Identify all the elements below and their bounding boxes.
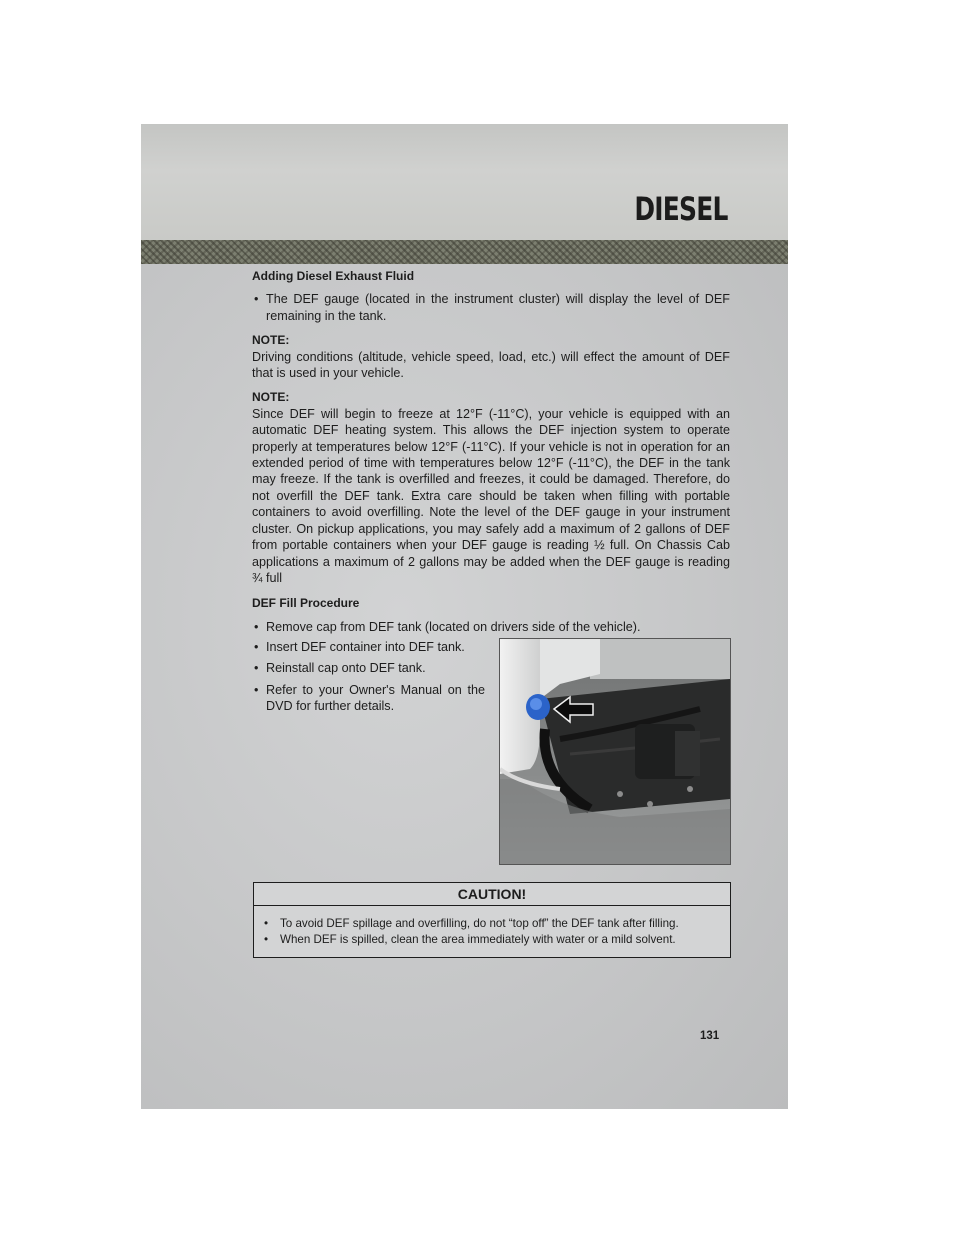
caution-title: CAUTION! — [254, 883, 730, 906]
list-item-text: When DEF is spilled, clean the area immediately with water or a mild solvent. — [280, 933, 676, 946]
list-item — [260, 916, 724, 932]
def-tank-photo — [499, 638, 731, 865]
def-tank-illustration — [500, 639, 730, 864]
list-item-text: To avoid DEF spillage and overfilling, do not “top off” the DEF tank after filling. — [280, 917, 679, 930]
page-number: 131 — [700, 1030, 720, 1042]
section-title: DIESEL — [634, 190, 728, 228]
list-item — [252, 682, 485, 715]
caution-box — [253, 882, 731, 958]
list-item-text: Insert DEF container into DEF tank. — [266, 640, 465, 655]
list-item-text: Reinstall cap onto DEF tank. — [266, 660, 426, 675]
page-header — [141, 124, 788, 240]
list-item — [252, 619, 730, 635]
header-stripe — [141, 240, 788, 264]
note-text: Since DEF will begin to freeze at 12°F (-11°C), your vehicle is equipped with an automatic DEF heating system. This allows the DEF injection system to operate properly at temperatures below 12°F (-11°C). If your vehicle is not in operation for an extended period of time with temperatures below 12°F (-11°C), the DEF in the tank may freeze. If the tank is overfilled and freezes, it could be damaged. Therefore, do not overfill the DEF tank. Extra care should be taken when filling with portable containers to avoid overfilling. Note the level of the DEF gauge in your instrument cluster. On pickup applications, you may safely add a maximum of 2 gallons of DEF from portable containers when your DEF gauge is reading ½ full. On Chassis Cab applications a maximum of 2 gallons may be added when the DEF gauge is reading ¾ full — [252, 406, 730, 585]
list-item-text: The DEF gauge (located in the instrument cluster) will display the level of DEF remaining in the tank. — [266, 292, 730, 323]
heading-adding-def: Adding Diesel Exhaust Fluid — [252, 269, 415, 283]
bullet-marker: • — [264, 917, 269, 930]
bullet-marker: • — [254, 682, 259, 697]
heading-def-fill-procedure: DEF Fill Procedure — [252, 596, 360, 611]
bullet-marker: • — [254, 660, 259, 675]
note-text: Driving conditions (altitude, vehicle speed, load, etc.) will effect the amount of DEF that is used in your vehicle. — [252, 349, 730, 381]
caution-body — [254, 906, 730, 948]
list-item — [252, 639, 491, 655]
note-label: NOTE: — [252, 390, 290, 405]
list-item — [252, 660, 491, 676]
list-item-text: Refer to your Owner's Manual on the DVD for further details. — [266, 682, 485, 714]
note-label: NOTE: — [252, 333, 290, 348]
list-item — [252, 291, 730, 324]
list-item-text: Remove cap from DEF tank (located on drivers side of the vehicle). — [266, 619, 641, 634]
bullet-marker: • — [254, 619, 259, 634]
list-item — [260, 932, 724, 948]
bullet-marker: • — [254, 292, 259, 307]
bullet-marker: • — [264, 933, 269, 946]
bullet-marker: • — [254, 640, 259, 655]
